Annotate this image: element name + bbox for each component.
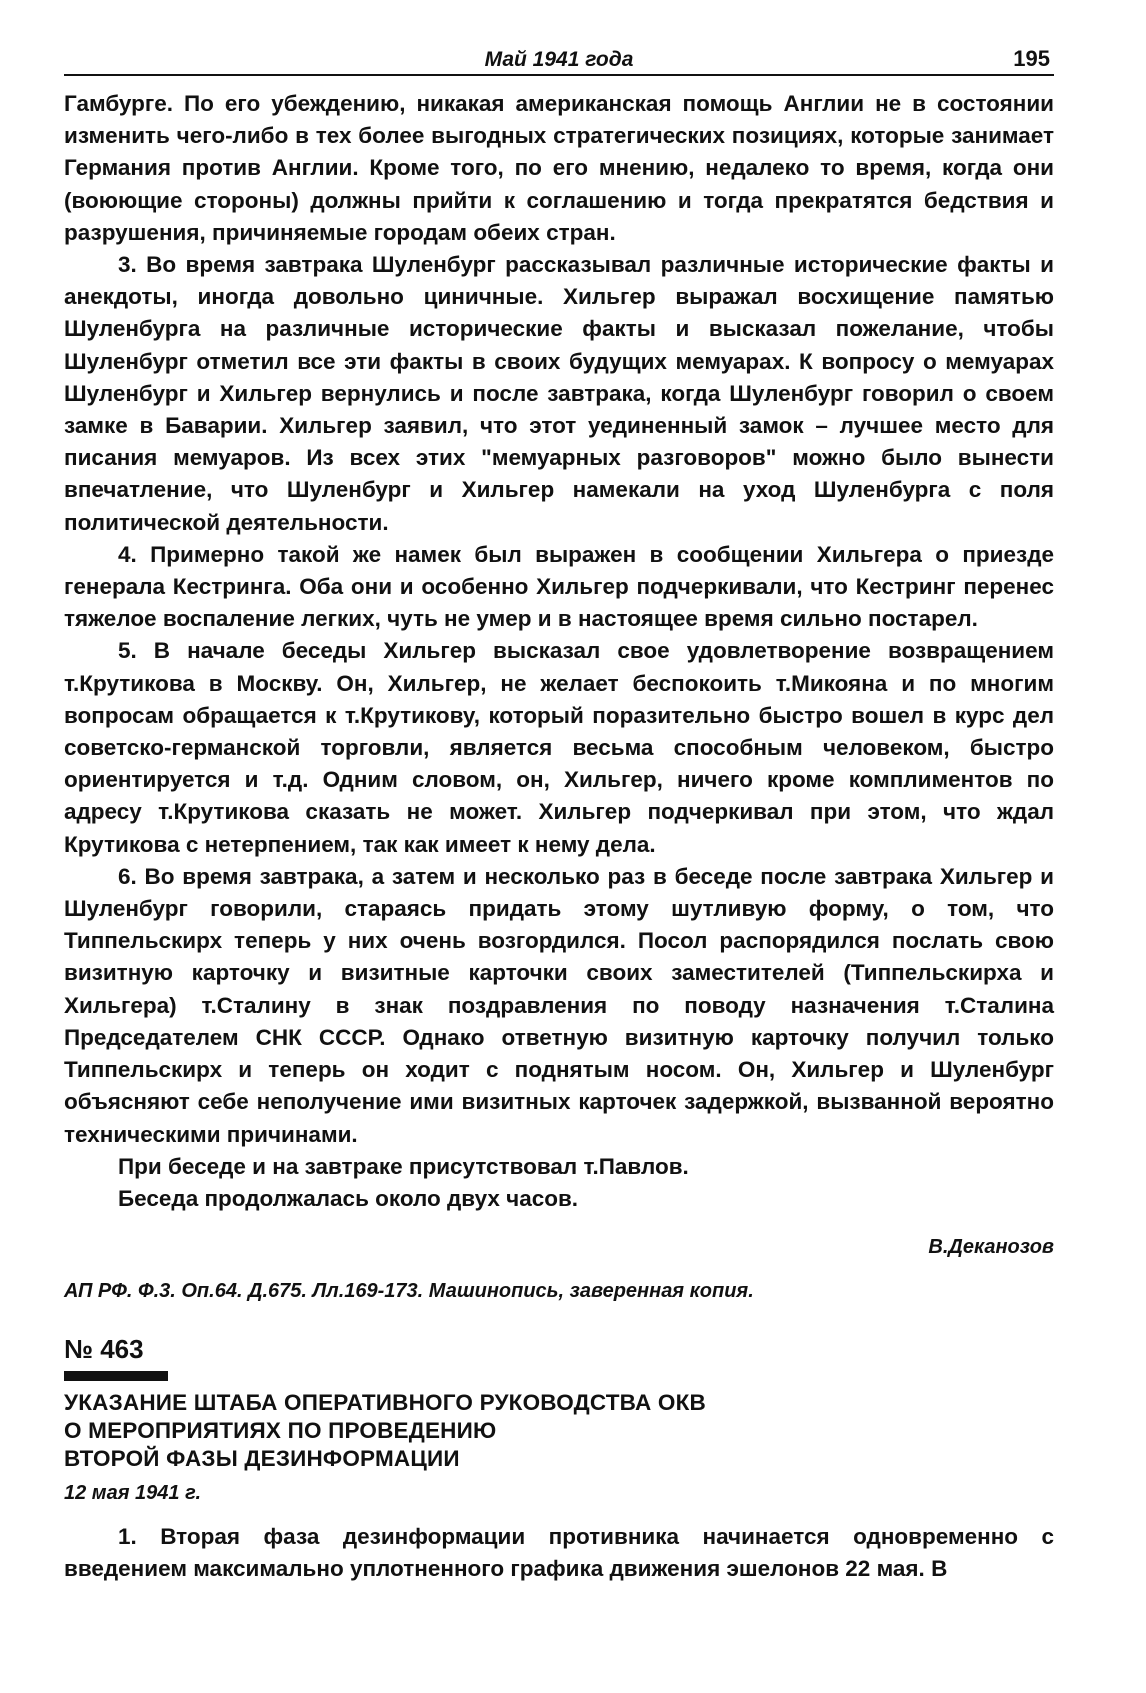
- paragraph-continuation: Гамбурге. По его убеждению, никакая американская помощь Англии не в состоянии изменить чего-либо в тех более выгодных стратегических позициях, которые занимает Германия против Англии. Кроме того, по его мнению, недалеко то время, когда они (воюющие стороны) должны прийти к соглашению и тогда прекратятся бедствия и разрушения, причиняемые городам обеих стран.: [64, 91, 1054, 245]
- paragraph-5: 5. В начале беседы Хильгер высказал свое удовлетворение возвращением т.Крутикова в Москву. Он, Хильгер, не желает беспокоить т.Микояна и по многим вопросам обращается к т.Крутикову, который поразительно быстро вошел в курс дел советско-германской торговли, является весьма способным человеком, быстро ориентируется и т.д. Одним словом, он, Хильгер, ничего кроме комплиментов по адресу т.Крутикова сказать не может. Хильгер подчеркивал при этом, что ждал Крутикова с нетерпением, так как имеет к нему дела.: [64, 638, 1054, 857]
- document-title-line: УКАЗАНИЕ ШТАБА ОПЕРАТИВНОГО РУКОВОДСТВА ОКВ: [64, 1390, 706, 1416]
- document-title-line: ВТОРОЙ ФАЗЫ ДЕЗИНФОРМАЦИИ: [64, 1446, 460, 1472]
- document-number-rule: [64, 1371, 168, 1381]
- signature: В.Деканозов: [928, 1236, 1054, 1259]
- document-date: 12 мая 1941 г.: [64, 1482, 202, 1505]
- archive-reference: АП РФ. Ф.3. Оп.64. Д.675. Лл.169-173. Машинопись, заверенная копия.: [64, 1280, 754, 1303]
- document-paragraph-1: 1. Вторая фаза дезинформации противника начинается одновременно с введением максимально уплотненного графика движения эшелонов 22 мая. В: [64, 1524, 1054, 1582]
- paragraph-attendance: При беседе и на завтраке присутствовал т.Павлов.: [118, 1153, 689, 1179]
- paragraph-3: 3. Во время завтрака Шуленбург рассказывал различные исторические факты и анекдоты, иногда довольно циничные. Хильгер выражал восхищение памятью Шуленбурга на различные исторические факты и высказал пожелание, чтобы Шуленбург отметил все эти факты в своих будущих мемуарах. К вопросу о мемуарах Шуленбург и Хильгер вернулись и после завтрака, когда Шуленбург говорил о своем замке в Баварии. Хильгер заявил, что этот уединенный замок – лучшее место для писания мемуаров. Из всех этих "мемуарных разговоров" можно было вынести впечатление, что Шуленбург и Хильгер намекали на уход Шуленбурга с поля политической деятельности.: [64, 252, 1054, 535]
- paragraph-4: 4. Примерно такой же намек был выражен в сообщении Хильгера о приезде генерала Кестринга. Оба они и особенно Хильгер подчеркивали, что Кестринг перенес тяжелое воспаление легких, чуть не умер и в настоящее время сильно постарел.: [64, 541, 1054, 632]
- letter-body: [64, 88, 1054, 1215]
- document-title-line: О МЕРОПРИЯТИЯХ ПО ПРОВЕДЕНИЮ: [64, 1418, 497, 1444]
- document-page: [64, 40, 1054, 1586]
- paragraph-6: 6. Во время завтрака, а затем и несколько раз в беседе после завтрака Хильгер и Шуленбург говорили, стараясь придать этому шутливую форму, о том, что Типпельскирх теперь у них очень возгордился. Посол распорядился послать свою визитную карточку и визитные карточки своих заместителей (Типпельскирха и Хильгера) т.Сталину в знак поздравления по поводу назначения т.Сталина Председателем СНК СССР. Однако ответную визитную карточку получил только Типпельскирх и теперь он ходит с поднятым носом. Он, Хильгер и Шуленбург объясняют себе неполучение ими визитных карточек задержкой, вызванной вероятно техническими причинами.: [64, 863, 1054, 1147]
- document-title: [64, 1389, 1054, 1473]
- document-number: № 463: [64, 1334, 144, 1365]
- page-number: 195: [1013, 46, 1050, 71]
- page-header: [64, 40, 1054, 76]
- paragraph-duration: Беседа продолжалась около двух часов.: [118, 1185, 579, 1211]
- document-body: [64, 1521, 1054, 1585]
- running-title: Май 1941 года: [484, 48, 634, 71]
